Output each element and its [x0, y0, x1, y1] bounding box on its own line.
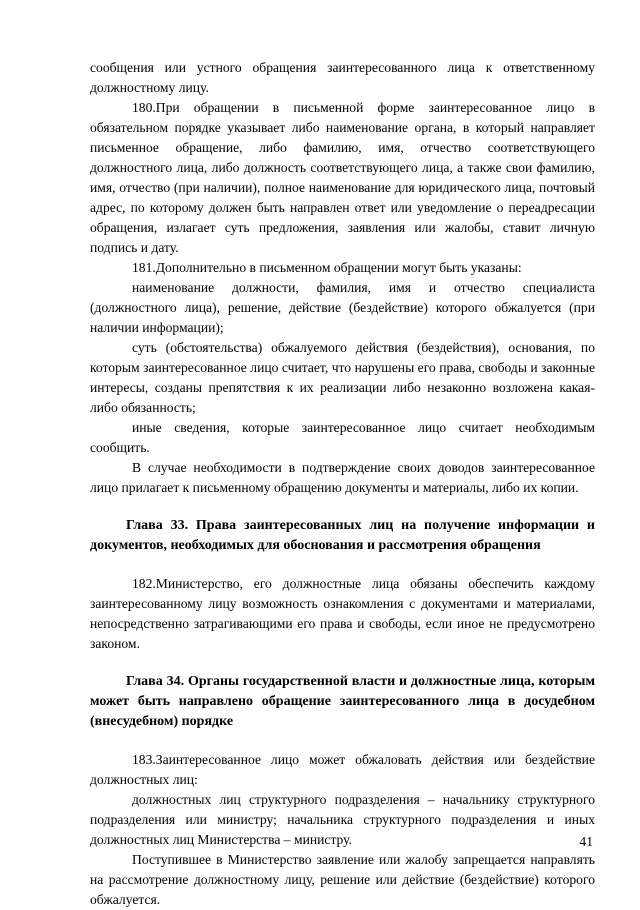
paragraph-181-attachments: В случае необходимости в подтверждение своих доводов заинтересованное лицо прилагает к письменному обращению документы и материалы, либо их копии.: [90, 460, 595, 495]
chapter-34-heading: Глава 34. Органы государственной власти и должностные лица, которым может быть направлено обращение заинтересованного лица в досудебном (внесудебном) порядке: [90, 674, 595, 729]
spacer: [90, 654, 595, 672]
paragraph-continuation: сообщения или устного обращения заинтересованного лица к ответственному должностному лицу.: [90, 60, 595, 95]
paragraph-182: 182.Министерство, его должностные лица обязаны обеспечить каждому заинтересованному лицу возможность ознакомления с документами и материалами, непосредственно затрагивающими его права и свободы, если иное не предусмотрено законом.: [90, 576, 595, 651]
spacer: [90, 732, 595, 750]
paragraph-181-item-essence: суть (обстоятельства) обжалуемого действия (бездействия), основания, по которым заинтересованное лицо считает, что нарушены его права, свободы и законные интересы, созданы препятствия к их реализации либо незаконно возложена какая-либо обязанность;: [90, 340, 595, 415]
spacer: [90, 498, 595, 516]
spacer: [90, 556, 595, 574]
paragraph-183: 183.Заинтересованное лицо может обжаловать действия или бездействие должностных лиц:: [90, 752, 595, 787]
page-number: 41: [579, 834, 593, 849]
page-content: [90, 58, 595, 910]
paragraph-183-prohibition: Поступившее в Министерство заявление или жалобу запрещается направлять на рассмотрение должностному лицу, решение или действие (бездействие) которого обжалуется.: [90, 852, 595, 907]
paragraph-180: 180.При обращении в письменной форме заинтересованное лицо в обязательном порядке указывает либо наименование органа, в который направляет письменное обращение, либо фамилию, имя, отчество соответствующего должностного лица, либо должность соответствующего лица, а также свои фамилию, имя, отчество (при наличии), полное наименование для юридического лица, почтовый адрес, по которому должен быть направлен ответ или уведомление о переадресации обращения, излагает суть предложения, заявления или жалобы, ставит личную подпись и дату.: [90, 100, 595, 255]
chapter-33-heading: Глава 33. Права заинтересованных лиц на получение информации и документов, необходимых для обоснования и рассмотрения обращения: [90, 518, 595, 553]
paragraph-181-item-other: иные сведения, которые заинтересованное лицо считает необходимым сообщить.: [90, 420, 595, 455]
paragraph-183-item: должностных лиц структурного подразделения – начальнику структурного подразделения или министру; начальника структурного подразделения и иных должностных лиц Министерства – министру.: [90, 792, 595, 847]
paragraph-181: 181.Дополнительно в письменном обращении могут быть указаны:: [132, 260, 522, 275]
paragraph-181-item-position: наименование должности, фамилия, имя и отчество специалиста (должностного лица), решение, действие (бездействие) которого обжалуется (при наличии информации);: [90, 280, 595, 335]
